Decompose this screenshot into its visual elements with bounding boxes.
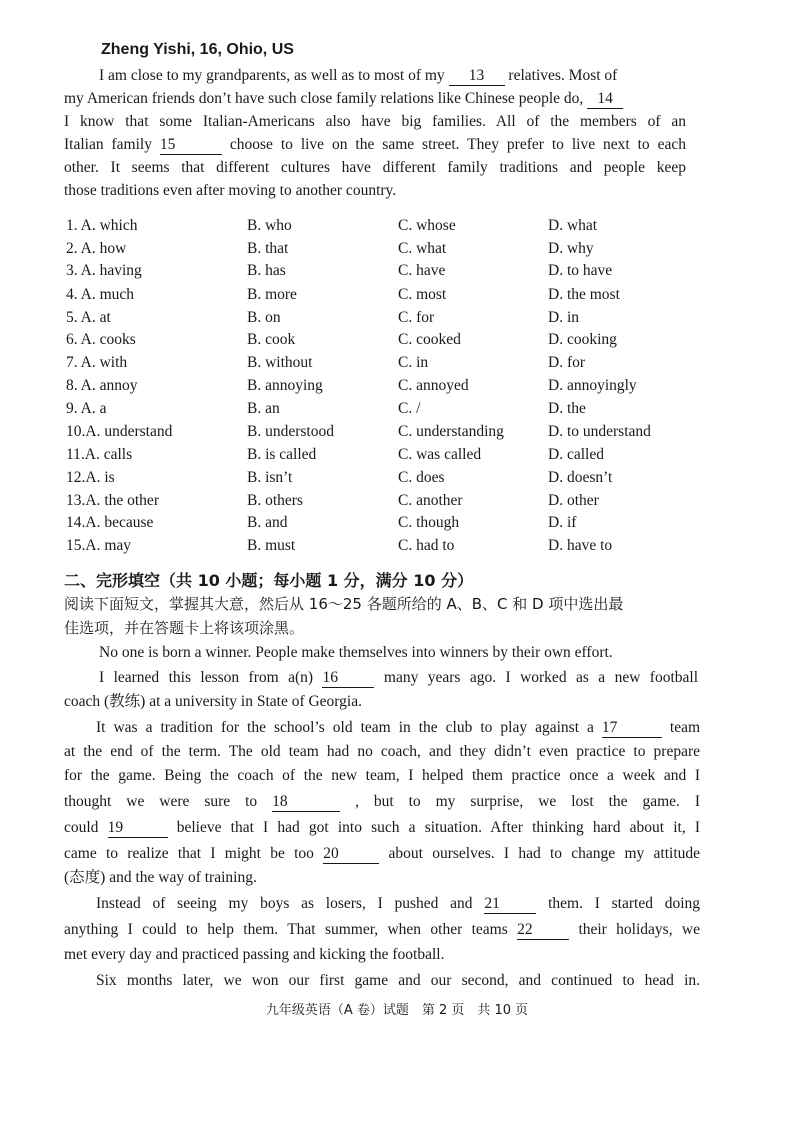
passage2-line: came to realize that I might be too 20 about ourselves. I had to change my attitude bbox=[64, 845, 701, 862]
option-d: D. why bbox=[548, 240, 594, 257]
blank-18: 18 bbox=[272, 793, 340, 812]
option-b: B. must bbox=[247, 537, 296, 554]
option-c: C. most bbox=[398, 286, 447, 303]
blank-13: 13 bbox=[449, 67, 505, 86]
passage2-line: met every day and practiced passing and kicking the football. bbox=[64, 946, 445, 963]
option-d: D. the bbox=[548, 400, 586, 417]
passage1-line: other. It seems that different cultures have different family traditions and people keep bbox=[64, 159, 686, 176]
passage2-line: Instead of seeing my boys as losers, I pushed and 21 them. I started doing bbox=[96, 895, 701, 912]
option-a: 14.A. because bbox=[66, 514, 154, 531]
option-c: C. another bbox=[398, 492, 463, 509]
option-c: C. in bbox=[398, 354, 429, 371]
option-b: B. has bbox=[247, 262, 286, 279]
passage1-line: Italian family 15 choose to live on the same street. They prefer to live next to each bbox=[64, 136, 687, 153]
option-b: B. cook bbox=[247, 331, 296, 348]
option-a: 13.A. the other bbox=[66, 492, 159, 509]
option-c: C. understanding bbox=[398, 423, 504, 440]
passage2-line: for the game. Being the coach of the new team, I helped them practice once a week and I bbox=[64, 767, 700, 784]
option-d: D. in bbox=[548, 309, 579, 326]
passage2-line: at the end of the term. The old team had no coach, and they didn’t even practice to prepare bbox=[64, 743, 700, 760]
option-c: C. for bbox=[398, 309, 435, 326]
option-b: B. more bbox=[247, 286, 297, 303]
passage2-line: No one is born a winner. People make themselves into winners by their own effort. bbox=[99, 644, 613, 661]
passage1-line: those traditions even after moving to another country. bbox=[64, 182, 397, 199]
blank-22: 22 bbox=[517, 921, 569, 940]
option-a: 6. A. cooks bbox=[66, 331, 136, 348]
option-b: B. who bbox=[247, 217, 292, 234]
option-a: 9. A. a bbox=[66, 400, 107, 417]
option-a: 12.A. is bbox=[66, 469, 115, 486]
option-d: D. annoyingly bbox=[548, 377, 637, 394]
option-a: 2. A. how bbox=[66, 240, 127, 257]
option-d: D. have to bbox=[548, 537, 613, 554]
option-b: B. annoying bbox=[247, 377, 323, 394]
passage1-line: I am close to my grandparents, as well as to most of my 13 relatives. Most of bbox=[99, 67, 618, 84]
option-a: 10.A. understand bbox=[66, 423, 173, 440]
passage2-line: It was a tradition for the school’s old team in the club to play against a 17 team bbox=[96, 719, 701, 736]
option-a: 5. A. at bbox=[66, 309, 111, 326]
option-c: C. though bbox=[398, 514, 460, 531]
option-d: D. other bbox=[548, 492, 599, 509]
option-b: B. isn’t bbox=[247, 469, 293, 486]
instruction-line: 阅读下面短文，掌握其大意，然后从 16～25 各题所给的 A、B、C 和 D 项中选出最 bbox=[64, 595, 624, 613]
passage1-line: my American friends don’t have such close family relations like Chinese people do, 14 bbox=[64, 87, 623, 110]
option-d: D. to understand bbox=[548, 423, 651, 440]
option-b: B. and bbox=[247, 514, 288, 531]
section-heading: 二、完形填空（共 10 小题；每小题 1 分，满分 10 分） bbox=[64, 571, 474, 590]
passage2-line: I learned this lesson from a(n) 16 many years ago. I worked as a new football bbox=[99, 669, 699, 686]
option-c: C. / bbox=[398, 400, 421, 417]
option-d: D. called bbox=[548, 446, 604, 463]
option-a: 4. A. much bbox=[66, 286, 135, 303]
instruction-line: 佳选项，并在答题卡上将该项涂黑。 bbox=[64, 619, 305, 637]
option-a: 11.A. calls bbox=[66, 446, 133, 463]
option-b: B. understood bbox=[247, 423, 334, 440]
option-a: 7. A. with bbox=[66, 354, 128, 371]
option-c: C. had to bbox=[398, 537, 455, 554]
option-a: 15.A. may bbox=[66, 537, 132, 554]
option-c: C. annoyed bbox=[398, 377, 469, 394]
option-b: B. without bbox=[247, 354, 313, 371]
option-b: B. on bbox=[247, 309, 281, 326]
blank-16: 16 bbox=[322, 669, 374, 688]
blank-17: 17 bbox=[602, 719, 662, 738]
blank-19: 19 bbox=[108, 819, 168, 838]
option-a: 8. A. annoy bbox=[66, 377, 138, 394]
option-d: D. what bbox=[548, 217, 598, 234]
option-b: B. is called bbox=[247, 446, 317, 463]
passage2-line: thought we were sure to 18 , but to my surprise, we lost the game. I bbox=[64, 793, 700, 810]
option-d: D. cooking bbox=[548, 331, 617, 348]
option-d: D. doesn’t bbox=[548, 469, 613, 486]
option-a: 1. A. which bbox=[66, 217, 138, 234]
option-d: D. if bbox=[548, 514, 577, 531]
option-c: C. have bbox=[398, 262, 446, 279]
option-c: C. cooked bbox=[398, 331, 461, 348]
passage2-line: Six months later, we won our first game and our second, and continued to head in. bbox=[96, 972, 700, 989]
blank-15: 15 bbox=[160, 136, 222, 155]
blank-14: 14 bbox=[587, 90, 623, 109]
blank-20: 20 bbox=[323, 845, 379, 864]
passage2-line: could 19 believe that I had got into such a situation. After thinking hard about it, I bbox=[64, 819, 701, 836]
option-c: C. was called bbox=[398, 446, 482, 463]
option-b: B. others bbox=[247, 492, 303, 509]
passage2-line: anything I could to help them. That summer, when other teams 22 their holidays, we bbox=[64, 921, 700, 938]
option-b: B. an bbox=[247, 400, 280, 417]
option-c: C. whose bbox=[398, 217, 456, 234]
option-b: B. that bbox=[247, 240, 289, 257]
option-c: C. what bbox=[398, 240, 447, 257]
speaker-heading: Zheng Yishi, 16, Ohio, US bbox=[101, 41, 294, 58]
option-a: 3. A. having bbox=[66, 262, 142, 279]
option-d: D. the most bbox=[548, 286, 620, 303]
option-d: D. for bbox=[548, 354, 586, 371]
passage2-line: (态度) and the way of training. bbox=[64, 869, 257, 886]
passage1-line: I know that some Italian-Americans also have big families. All of the members of an bbox=[64, 113, 686, 130]
passage2-line: coach (教练) at a university in State of Georgia. bbox=[64, 693, 362, 710]
option-c: C. does bbox=[398, 469, 445, 486]
page-footer: 九年级英语（A 卷）试题 第 2 页 共 10 页 bbox=[265, 1003, 529, 1018]
blank-21: 21 bbox=[484, 895, 536, 914]
option-d: D. to have bbox=[548, 262, 613, 279]
